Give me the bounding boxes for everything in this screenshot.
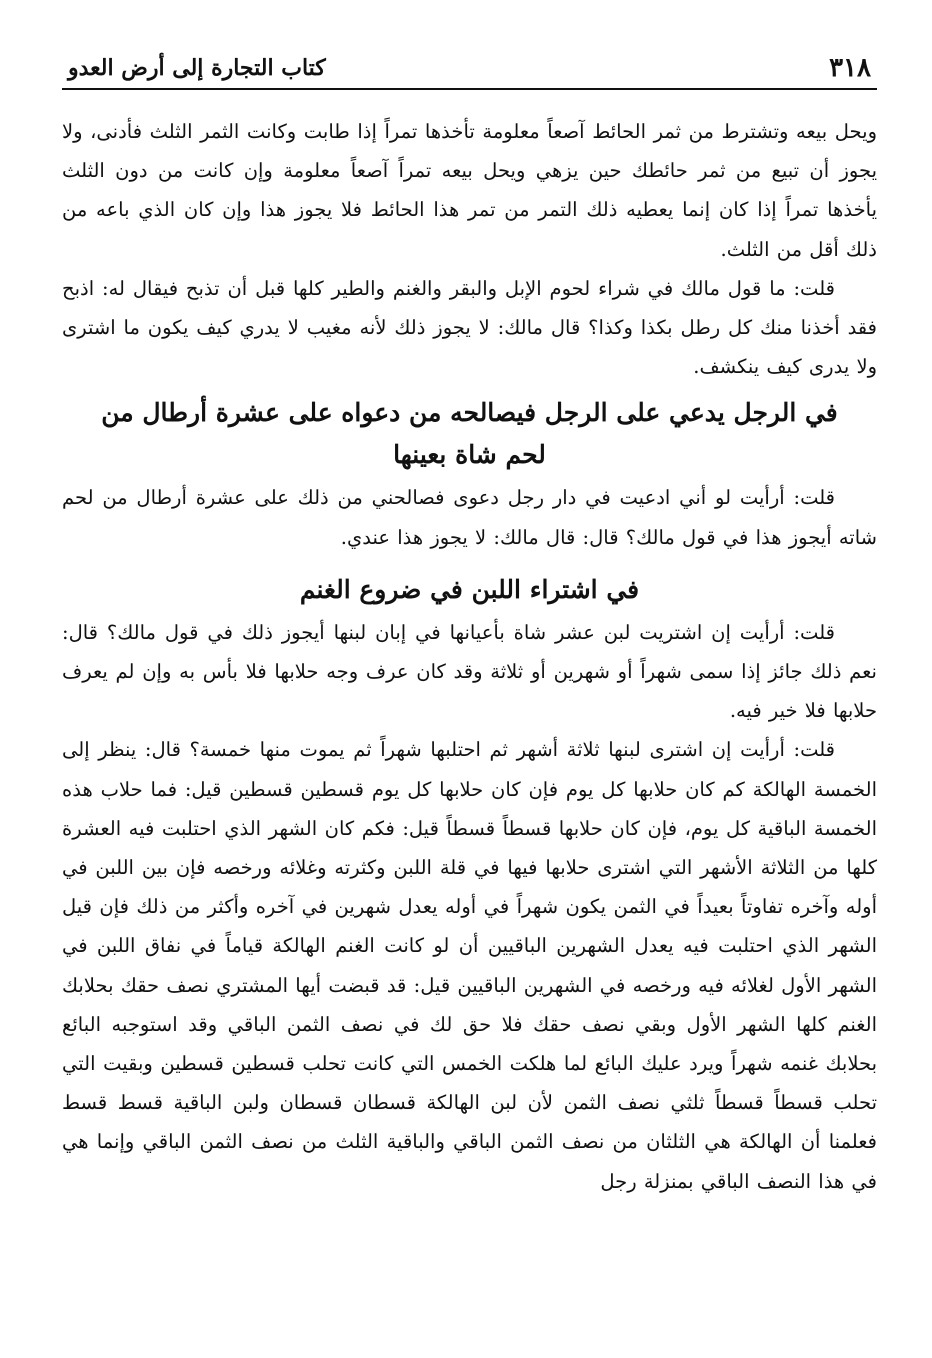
paragraph: قلت: أرأيت إن اشتريت لبن عشر شاة بأعيانها في إبان لبنها أيجوز ذلك في قول مالك؟ قال: نعم ذلك جائز إذا سمى شهراً أو شهرين أو ثلاثة وقد كان عرف وجه حلابها فلا بأس به وإن لم يعرف حلابها فلا خير فيه. (62, 620, 877, 723)
paragraph: قلت: ما قول مالك في شراء لحوم الإبل والبقر والغنم والطير كلها قبل أن تذبح فيقال له: اذبح فقد أخذنا منك كل رطل بكذا وكذا؟ قال مالك: لا يجوز ذلك لأنه مغيب لا يدري كيف يكون ما اشترى ولا يدرى كيف ينكشف. (62, 276, 877, 379)
page-number: ٣١٨ (829, 53, 871, 83)
book-page (62, 40, 877, 1340)
paragraph: قلت: أرأيت لو أني ادعيت في دار رجل دعوى فصالحني من ذلك على عشرة أرطال من لحم شاته أيجوز هذا في قول مالك؟ قال: قال مالك: لا يجوز هذا عندي. (62, 486, 877, 549)
paragraph: ويحل بيعه وتشترط من ثمر الحائط آصعاً معلومة تأخذها تمراً إذا طابت وكانت الثمر الثلث فأدنى، ولا يجوز أن تبيع من ثمر حائطك حين يزهي ويحل بيعه تمراً آصعاً معلومة وإن كانت من دون الثلث يأخذها تمراً إذا كان إنما يعطيه ذلك التمر من تمر هذا الحائط فلا يجوز هذا وإن كان الذي باعه من ذلك أقل من الثلث. (62, 120, 877, 261)
book-title: كتاب التجارة إلى أرض العدو (68, 55, 326, 81)
page-body (62, 90, 877, 1201)
section-heading: في اشتراء اللبن في ضروع الغنم (299, 574, 640, 604)
paragraph: قلت: أرأيت إن اشترى لبنها ثلاثة أشهر ثم احتلبها شهراً ثم يموت منها خمسة؟ قال: ينظر إلى الخمسة الهالكة كم كان حلابها كل يوم فإن كان حلابها كل يوم قسطين قسطين قيل: فما حلاب هذه الخمسة الباقية كل يوم، فإن كان حلابها قسطاً قسطاً قيل: فكم كان الشهر الذي احتلبت فيه العشرة كلها من الثلاثة الأشهر التي اشترى حلابها فيها في قلة اللبن وكثرته وغلائه ورخصه فإن بين اللبن في أوله وآخره تفاوتاً بعيداً في الثمن يكون شهراً في أوله يعدل شهرين في آخره وأكثر من ذلك فإن قيل الشهر الذي احتلبت فيه يعدل الشهرين الباقيين أن لو كانت الغنم الهالكة قياماً في نفاق اللبن في الشهر الأول لغلائه فيه ورخصه في الشهرين الباقيين قيل: قد قبضت أيها المشتري نصف حقك بحلابك الغنم كلها الشهر الأول وبقي نصف حقك فلا حق لك في نصف الثمن الباقي وقد استوجبه البائع بحلابك غنمه شهراً ويرد عليك البائع لما هلكت الخمس التي كانت تحلب قسطين قسطين وبقيت التي تحلب قسطاً قسطاً ثلثي نصف الثمن لأن لبن الهالكة قسطان قسطان ولبن الباقية قسط قسط فعلمنا أن الهالكة هي الثلثان من نصف الثمن الباقي والباقية الثلث من نصف الثمن الباقي وإنما هي في هذا النصف الباقي بمنزلة رجل (62, 738, 877, 1193)
running-header (62, 40, 877, 90)
section-heading: في الرجل يدعي على الرجل فيصالحه من دعواه على عشرة أرطال من لحم شاة بعينها (101, 398, 838, 470)
